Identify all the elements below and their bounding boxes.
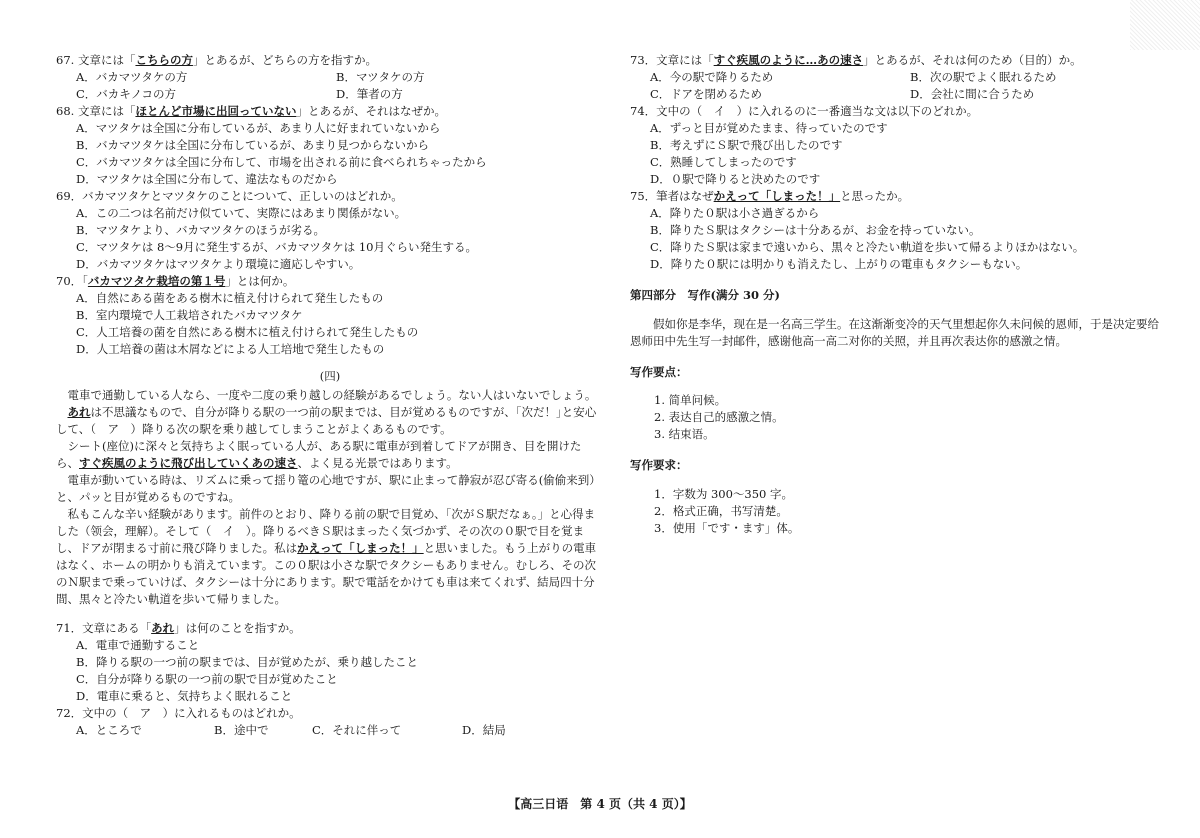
option-b: B．マツタケの方 xyxy=(336,70,425,84)
options-72 xyxy=(76,722,604,739)
passage-title: (四) xyxy=(319,369,341,383)
option-d: D．筆者の方 xyxy=(336,87,403,101)
option-d: D．０駅で降りると決めたのです xyxy=(650,172,821,186)
passage-paragraph-5: 私もこんな辛い経験があります。前件のとおり、降りる前の駅で目覚め、「次がＳ駅だなぁ。」と心得ました（领会，理解）。そして（ イ ）。降りるべきＳ駅はまったく気づかず、その次の０駅で目を覚まし、ドアが閉まる寸前に飛び降りました。私はかえって「しまった！」と思いました。もう上がりの電車はなく、ホームの明かりも消えています。この０駅は小さな駅でタクシーもありません。むしろ、その次のＮ駅まで乗っていけば、タクシーは十分にあります。駅で電話をかけても車は来てくれず、結局四十分間、黒々と冷たい軌道を歩いて帰りました。 xyxy=(56,507,597,606)
writing-requirement: 1．字数为 300～350 字。 xyxy=(654,486,794,501)
option-c: C．バカキノコの方 xyxy=(76,87,176,101)
option-a: A．この二つは名前だけ似ていて、実際にはあまり関係がない。 xyxy=(76,206,407,220)
option-a: A．電車で通勤すること xyxy=(76,638,200,652)
spacer xyxy=(56,608,604,620)
underlined-phrase: かえって「しまった！」 xyxy=(713,189,841,203)
option-d: D．バカマツタケはマツタケより環境に適応しやすい。 xyxy=(76,257,361,271)
option-a: A．バカマツタケの方 xyxy=(76,70,188,84)
option-a: A．降りた０駅は小さ過ぎるから xyxy=(650,206,820,220)
option-d: D．降りた０駅には明かりも消えたし、上がりの電車もタクシーもない。 xyxy=(650,257,1028,271)
option-b: B．途中で xyxy=(214,723,269,737)
option-d: D．結局 xyxy=(462,723,506,737)
option-a: A．ところで xyxy=(76,723,142,737)
question-73: 73．文章には「すぐ疾風のように…あの速さ」とあるが、それは何のため（目的）か。 xyxy=(630,53,1082,67)
option-a: A．自然にある菌をある樹木に植え付けられて発生したもの xyxy=(76,291,384,305)
underlined-phrase: あれ xyxy=(151,621,175,635)
writing-section-heading: 第四部分 写作(满分 30 分) xyxy=(630,288,780,302)
option-c: C．自分が降りる駅の一つ前の駅で目が覚めたこと xyxy=(76,672,338,686)
option-d: D．会社に間に合うため xyxy=(910,87,1035,101)
question-69: 69．バカマツタケとマツタケのことについて、正しいのはどれか。 xyxy=(56,189,403,203)
passage-paragraph-2: あれは不思議なもので、自分が降りる駅の一つ前の駅までは、目が覚めるものですが、｢次だ！｣と安心して、（ ア ）降りる次の駅を乗り越してしまうことがよくあるものです。 xyxy=(56,405,597,436)
question-67: 67. 文章には「こちらの方」とあるが、どちらの方を指すか。 xyxy=(56,53,377,67)
writing-requirements-heading: 写作要求： xyxy=(630,458,688,472)
options-73 xyxy=(650,69,1160,103)
option-a: A．ずっと目が覚めたまま、待っていたのです xyxy=(650,121,888,135)
passage-paragraph-4: 電車が動いている時は、リズムに乗って揺り篭の心地ですが、駅に止まって静寂が忍び寄る(偷偷来到）と、パッと目が覚めるものですね。 xyxy=(56,473,601,504)
options-67 xyxy=(76,69,604,103)
writing-requirement: 2．格式正确，书写清楚。 xyxy=(654,503,788,518)
scan-artifact xyxy=(1130,0,1200,50)
right-column xyxy=(630,52,1160,537)
underlined-phrase: すぐ疾風のように…あの速さ xyxy=(713,53,864,67)
option-b: B．室内環境で人工栽培されたバカマツタケ xyxy=(76,308,303,322)
question-72: 72．文中の（ ア ）に入れるものはどれか。 xyxy=(56,706,301,720)
option-b: B．降りる駅の一つ前の駅までは、目が覚めたが、乗り越したこと xyxy=(76,655,418,669)
passage-paragraph-1: 電車で通勤している人なら、一度や二度の乗り越しの経験があるでしょう。ない人はいないでしょう。 xyxy=(67,388,597,402)
option-a: A．今の駅で降りるため xyxy=(650,70,774,84)
underlined-phrase: ほとんど市場に出回っていない xyxy=(135,104,297,118)
option-c: C．それに伴って xyxy=(312,723,402,737)
option-b: B．考えずにＳ駅で飛び出したのです xyxy=(650,138,843,152)
underlined-phrase: すぐ疾風のように飛び出していくあの速さ xyxy=(79,456,298,470)
option-d: D．電車に乗ると、気持ちよく眠れること xyxy=(76,689,293,703)
underlined-phrase: こちらの方 xyxy=(135,53,193,67)
option-b: B．バカマツタケは全国に分布しているが、あまり見つからないから xyxy=(76,138,429,152)
question-75: 75．筆者はなぜかえって「しまった！」と思ったか。 xyxy=(630,189,910,203)
option-d: D．人工培養の菌は木屑などによる人工培地で発生したもの xyxy=(76,342,385,356)
question-70: 70．「バカマツタケ栽培の第１号」とは何か。 xyxy=(56,274,295,288)
question-74: 74．文中の（ イ ）に入れるのに一番適当な文は以下のどれか。 xyxy=(630,104,979,118)
underlined-phrase: バカマツタケ栽培の第１号 xyxy=(87,274,226,288)
option-c: C．バカマツタケは全国に分布して、市場を出される前に食べられちゃったから xyxy=(76,155,487,169)
option-b: B．次の駅でよく眠れるため xyxy=(910,70,1057,84)
writing-point: 1. 简单问候。 xyxy=(654,393,727,407)
writing-requirement: 3．使用「です・ます」体。 xyxy=(654,520,800,535)
writing-point: 3. 结束语。 xyxy=(654,427,715,441)
underlined-phrase: かえって「しまった！」 xyxy=(297,541,424,555)
option-c: C．人工培養の菌を自然にある樹木に植え付けられて発生したもの xyxy=(76,325,419,339)
option-b: B．降りたＳ駅はタクシーは十分あるが、お金を持っていない。 xyxy=(650,223,981,237)
page-footer: 【高三日语 第 4 页（共 4 页）】 xyxy=(508,797,692,811)
option-c: C．ドアを閉めるため xyxy=(650,87,762,101)
option-c: C．マツタケは 8～9月に発生するが、バカマツタケは 10月ぐらい発生する。 xyxy=(76,240,477,254)
passage-paragraph-3: シート(座位)に深々と気持ちよく眠っている人が、ある駅に電車が到着してドアが開き、目を開けたら、すぐ疾風のように飛び出していくあの速さ、よく見る光景ではあります。 xyxy=(56,439,582,470)
writing-point: 2. 表达自己的感激之情。 xyxy=(654,410,784,424)
left-column xyxy=(56,52,604,739)
question-71: 71．文章にある「あれ」は何のことを指すか。 xyxy=(56,621,301,635)
question-68: 68. 文章には「ほとんど市場に出回っていない」とあるが、それはなぜか。 xyxy=(56,104,446,118)
underlined-phrase: あれ xyxy=(67,405,91,419)
option-d: D．マツタケは全国に分布して、違法なものだから xyxy=(76,172,338,186)
writing-prompt: 假如你是李华，现在是一名高三学生。在这渐渐变冷的天气里想起你久未问候的恩师，于是决定要给恩师田中先生写一封邮件，感谢他高一高二对你的关照，并且再次表达你的感激之情。 xyxy=(630,316,1159,348)
option-a: A．マツタケは全国に分布しているが、あまり人に好まれていないから xyxy=(76,121,441,135)
writing-points-heading: 写作要点： xyxy=(630,364,688,379)
option-c: C．熟睡してしまったのです xyxy=(650,155,797,169)
option-c: C．降りたＳ駅は家まで遠いから、黒々と冷たい軌道を歩いて帰るよりほかはない。 xyxy=(650,240,1085,254)
option-b: B．マツタケより、バカマツタケのほうが劣る。 xyxy=(76,223,326,237)
